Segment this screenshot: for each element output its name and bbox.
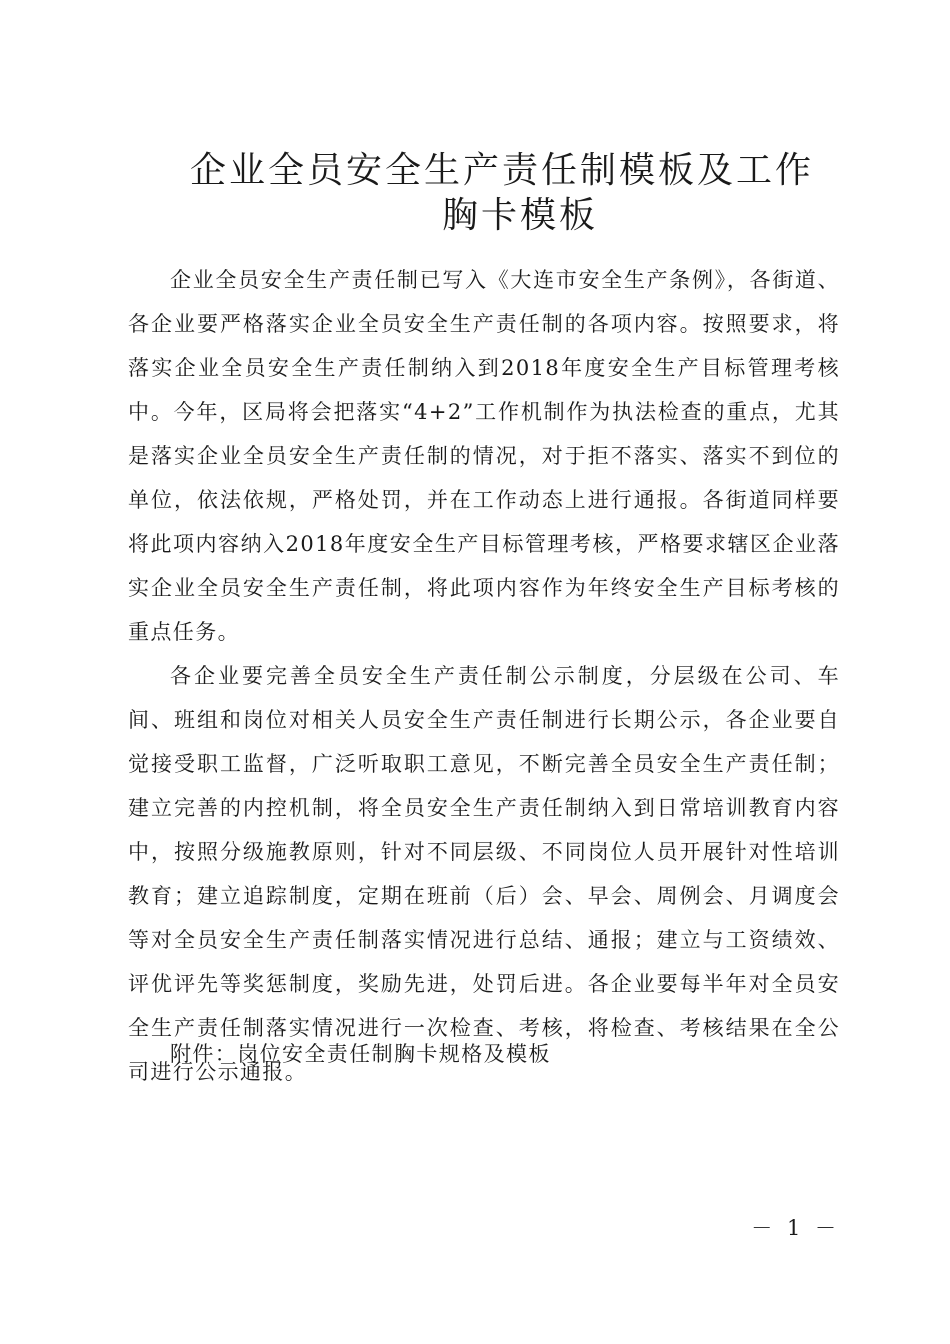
attachment-note: 附件：岗位安全责任制胸卡规格及模板	[170, 1042, 551, 1066]
paragraph-2: 各企业要完善全员安全生产责任制公示制度，分层级在公司、车间、班组和岗位对相关人员安全生产责任制进行长期公示，各企业要自觉接受职工监督，广泛听取职工意见，不断完善全员安全生产责任制；建立完善的内控机制，将全员安全生产责任制纳入到日常培训教育内容中，按照分级施教原则，针对不同层级、不同岗位人员开展针对性培训教育；建立追踪制度，定期在班前（后）会、早会、周例会、月调度会等对全员安全生产责任制落实情况进行总结、通报；建立与工资绩效、评优评先等奖惩制度，奖励先进，处罚后进。各企业要每半年对全员安全生产责任制落实情况进行一次检查、考核，将检查、考核结果在全公司进行公示通报。	[128, 664, 840, 1084]
document-title-line2: 胸卡模板	[441, 195, 598, 236]
page-number: － 1 －	[751, 1216, 840, 1240]
document-title-line1: 企业全员安全生产责任制模板及工作	[190, 150, 815, 191]
paragraph-1: 企业全员安全生产责任制已写入《大连市安全生产条例》，各街道、各企业要严格落实企业全员安全生产责任制的各项内容。按照要求，将落实企业全员安全生产责任制纳入到2018年度安全生产目标管理考核中。今年，区局将会把落实“4+2”工作机制作为执法检查的重点，尤其是落实企业全员安全生产责任制的情况，对于拒不落实、落实不到位的单位，依法依规，严格处罚，并在工作动态上进行通报。各街道同样要将此项内容纳入2018年度安全生产目标管理考核，严格要求辖区企业落实企业全员安全生产责任制，将此项内容作为年终安全生产目标考核的重点任务。	[128, 268, 840, 644]
document-body	[128, 258, 840, 1094]
